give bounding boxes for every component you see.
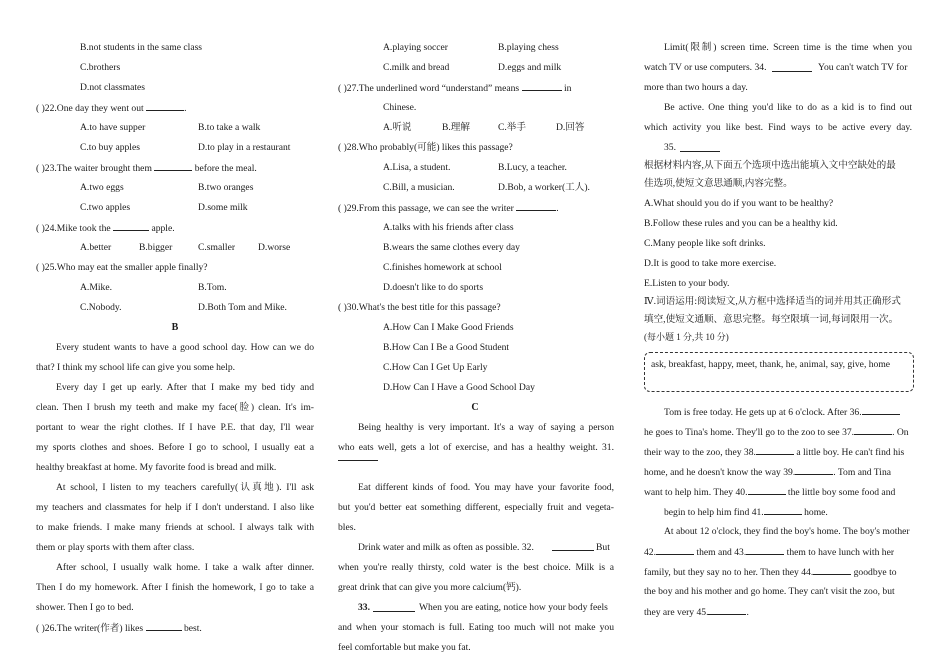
question-stem: Who may eat the smaller apple finally?: [56, 262, 208, 273]
answer-blank-33[interactable]: [373, 603, 415, 612]
passage-b-line: Then I do my homework. After I finish the homework, I go to take a: [36, 582, 314, 593]
story-text: home.: [804, 507, 828, 518]
question-stem: What's the best title for this passage?: [358, 302, 501, 313]
q26-option-b[interactable]: B.playing chess: [498, 42, 559, 53]
passage-c-line: who eats well, gets a lot of exercise, and has a healthy weight. 31.: [338, 442, 614, 453]
question-stem: Mike took the: [56, 223, 111, 234]
story-text: want to help him. They: [644, 487, 734, 498]
question-end: apple.: [151, 223, 175, 234]
answer-blank-45[interactable]: [708, 606, 746, 615]
passage-c-line: but you'd better eat something different, especially fruit and vegeta-: [338, 502, 614, 513]
q29-option-d[interactable]: D.doesn't like to do sports: [383, 282, 484, 293]
passage-b-line: my teachers and classmates for help if I don't understand. I also like: [36, 502, 314, 513]
q23-option-c[interactable]: C.two apples: [80, 202, 131, 213]
question-23: [36, 162, 257, 175]
passage-b-line: Every student wants to have a good school day. How can we do: [56, 342, 314, 353]
question-number: 28.: [346, 142, 359, 153]
story-text: goodbye to: [853, 567, 897, 578]
story-line: [664, 506, 828, 519]
passage-b-line: At school, I listen to my teachers carefully(认真地). I'll ask: [56, 482, 314, 493]
story-text: begin to help him find: [664, 507, 750, 518]
answer-blank[interactable]: [146, 622, 182, 631]
passage-c-line: 35.: [664, 142, 676, 153]
story-text: them and: [696, 547, 732, 558]
passage-b-line: to make friends. I make many friends at school. I always talk with: [36, 522, 314, 533]
story-line: [644, 426, 909, 439]
q29-option-a[interactable]: A.talks with his friends after class: [383, 222, 514, 233]
story-line: [644, 446, 904, 459]
q30-option-d[interactable]: D.How Can I Have a Good School Day: [383, 382, 535, 393]
question-number: 29.: [346, 203, 359, 214]
q23-option-b[interactable]: B.two oranges: [198, 182, 254, 193]
blank-number: 36.: [849, 407, 862, 418]
passage-c-line: Limit(限制) screen time. Screen time is the time when you: [664, 42, 912, 53]
q25-option-c[interactable]: C.Nobody.: [80, 302, 122, 313]
passage-c-line: 33.: [358, 602, 370, 613]
answer-blank-32[interactable]: [552, 542, 594, 551]
q25-option-a[interactable]: A.Mike.: [80, 282, 112, 293]
answer-blank-37[interactable]: [854, 426, 892, 435]
story-text: them to have lunch with her: [786, 547, 895, 558]
q22-option-a[interactable]: A.to have supper: [80, 122, 146, 133]
q25-option-d[interactable]: D.Both Tom and Mike.: [198, 302, 287, 313]
passage-c-line: Eat different kinds of food. You may have your favorite food,: [358, 482, 614, 493]
story-line: [664, 406, 900, 419]
question-end: in: [563, 83, 572, 94]
story-text: their way to the zoo, they: [644, 447, 742, 458]
answer-blank-44[interactable]: [813, 566, 851, 575]
story-line: the boy and his mother and go home. They can't visit the zoo, but: [644, 586, 895, 597]
question-stem: Who probably(可能) likes this passage?: [358, 142, 513, 153]
passage-b-line: them or play sports with them after class.: [36, 542, 195, 553]
q21-option-b[interactable]: B.not students in the same class: [80, 42, 203, 53]
part4-instruction: 填空,使短文通顺、意思完整。每空限填一词,每词限用一次。: [644, 314, 899, 325]
blank-number: 37.: [842, 427, 855, 438]
answer-paren-26[interactable]: ( ): [36, 623, 45, 634]
q28-option-a[interactable]: A.Lisa, a student.: [383, 162, 451, 173]
passage-b-line: After school, I usually walk home. I take a walk after dinner.: [56, 562, 314, 573]
passage-c-line: great drink that can give you more calcium(钙).: [338, 582, 522, 593]
story-line: [644, 566, 897, 579]
column-middle: [318, 0, 634, 672]
q22-option-b[interactable]: B.to take a walk: [198, 122, 261, 133]
q27-option-c[interactable]: C.举手: [498, 122, 526, 133]
passage-c-line: Drink water and milk as often as possible. 32.: [358, 542, 534, 553]
blank-number: 44.: [801, 567, 814, 578]
question-end: .: [184, 103, 187, 114]
passage-b-line: clean. Then I brush my teeth and make my face(脸) clean. It's im-: [36, 402, 314, 413]
q30-option-a[interactable]: A.How Can I Make Good Friends: [383, 322, 514, 333]
choice-b[interactable]: B.Follow these rules and you can be a healthy kid.: [644, 218, 838, 229]
question-27-cont: Chinese.: [383, 102, 417, 113]
story-line: At about 12 o'clock, they find the boy's home. The boy's mother: [664, 526, 910, 537]
passage-c-line: Being healthy is very important. It's a way of saying a person: [358, 422, 614, 433]
question-stem: The waiter brought them: [56, 163, 152, 174]
section-b-heading: B: [171, 322, 179, 333]
story-line: [644, 606, 749, 619]
choice-a[interactable]: A.What should you do if you want to be healthy?: [644, 198, 834, 209]
answer-paren-30[interactable]: ( ): [338, 302, 347, 313]
column-left: [0, 0, 318, 672]
q22-option-c[interactable]: C.to buy apples: [80, 142, 140, 153]
answer-paren-23[interactable]: ( ): [36, 163, 45, 174]
question-stem: One day they went out: [56, 103, 144, 114]
answer-blank-43[interactable]: [746, 546, 784, 555]
passage-c-line: which activity you like best. Find ways to be active every day.: [644, 122, 912, 133]
q21-option-c[interactable]: C.brothers: [80, 62, 121, 73]
choice-c[interactable]: C.Many people like soft drinks.: [644, 238, 766, 249]
q27-option-b[interactable]: B.理解: [442, 122, 470, 133]
story-text: . On: [892, 427, 909, 438]
story-text: Tom is free today. He gets up at 6 o'clock. After: [664, 407, 848, 418]
q24-option-b[interactable]: B.bigger: [139, 242, 173, 253]
section-c-heading: C: [471, 402, 479, 413]
answer-blank-41[interactable]: [764, 506, 802, 515]
answer-paren-28[interactable]: ( ): [338, 142, 347, 153]
part4-instruction: Ⅳ.词语运用:阅读短文,从方框中选择适当的词并用其正确形式: [644, 296, 901, 307]
q23-option-a[interactable]: A.two eggs: [80, 182, 124, 193]
q26-option-c[interactable]: C.milk and bread: [383, 62, 450, 73]
q27-option-a[interactable]: A.听说: [383, 122, 412, 133]
q26-option-a[interactable]: A.playing soccer: [383, 42, 449, 53]
answer-blank-34[interactable]: [772, 63, 812, 72]
q30-option-c[interactable]: C.How Can I Get Up Early: [383, 362, 488, 373]
answer-blank-38[interactable]: [756, 446, 794, 455]
story-text: family, but they say no to her. Then they: [644, 567, 799, 578]
question-stem: The underlined word “understand” means: [358, 83, 520, 94]
part4-score-note: (每小题 1 分,共 10 分): [644, 332, 729, 342]
answer-blank-42[interactable]: [656, 546, 694, 555]
q24-option-a[interactable]: A.better: [80, 242, 112, 253]
passage-b-line: my sports clothes and shoes. Before I go to school, I usually eat a: [36, 442, 314, 453]
passage-b-line: Every day I get up early. After that I make my bed tidy and: [56, 382, 314, 393]
question-25: [36, 262, 208, 274]
answer-paren-27[interactable]: ( ): [338, 83, 347, 94]
passage-c-line: more than two hours a day.: [644, 82, 748, 93]
passage-b-line: portant to wear the right clothes. If I have P.E. that day, I'll wear: [36, 422, 314, 433]
q23-option-d[interactable]: D.some milk: [198, 202, 248, 213]
passage-b-line: shower. Then I go to bed.: [36, 602, 134, 613]
passage-c-line: bles.: [338, 522, 356, 533]
answer-paren-24[interactable]: ( ): [36, 223, 45, 234]
q24-option-c[interactable]: C.smaller: [198, 242, 236, 253]
q26-option-d[interactable]: D.eggs and milk: [498, 62, 562, 73]
q28-option-d[interactable]: D.Bob, a worker(工人).: [498, 182, 590, 193]
story-text: home, and he doesn't know the way: [644, 467, 781, 478]
instruction-cn: 根据材料内容,从下面五个选项中选出能填入文中空缺处的最: [644, 160, 896, 171]
answer-blank[interactable]: [522, 82, 562, 91]
story-text: .: [746, 607, 749, 618]
story-line: [644, 466, 891, 479]
question-end: .: [556, 203, 559, 214]
question-number: 27.: [346, 83, 359, 94]
passage-c-line: But: [596, 542, 610, 553]
blank-number: 41.: [751, 507, 764, 518]
answer-blank[interactable]: [113, 222, 149, 231]
blank-number: 42.: [644, 547, 656, 558]
q27-option-d[interactable]: D.回答: [556, 122, 585, 133]
question-end: before the meal.: [194, 163, 257, 174]
q29-option-b[interactable]: B.wears the same clothes every day: [383, 242, 520, 253]
passage-c-line: When you are eating, notice how your body feels: [419, 602, 608, 613]
column-right: [634, 0, 950, 672]
blank-number: 45.: [696, 607, 709, 618]
passage-c-line: watch TV or use computers. 34.: [644, 62, 767, 73]
question-stem: From this passage, we can see the writer: [358, 203, 514, 214]
question-number: 25.: [44, 262, 57, 273]
question-24: [36, 222, 175, 235]
q21-option-d[interactable]: D.not classmates: [80, 82, 146, 93]
q28-option-b[interactable]: B.Lucy, a teacher.: [498, 162, 567, 173]
question-end: best.: [183, 623, 202, 634]
story-text: a little boy. He can't find his: [796, 447, 905, 458]
question-28: [338, 142, 513, 154]
question-number: 23.: [44, 163, 57, 174]
blank-number: 40.: [735, 487, 748, 498]
question-27: [338, 82, 571, 95]
word-bank-box: ask, breakfast, happy, meet, thank, he, animal, say, give, home: [644, 352, 914, 392]
question-number: 22.: [44, 103, 57, 114]
question-22: [36, 102, 186, 115]
question-number: 30.: [346, 302, 359, 313]
passage-b-line: healthy breakfast at home. My favorite food is bread and milk.: [36, 462, 277, 473]
story-text: . Tom and Tina: [833, 467, 892, 478]
q22-option-d[interactable]: D.to play in a restaurant: [198, 142, 291, 153]
q29-option-c[interactable]: C.finishes homework at school: [383, 262, 502, 273]
story-text: he goes to Tina's home. They'll go to the zoo to see: [644, 427, 840, 438]
q25-option-b[interactable]: B.Tom.: [198, 282, 227, 293]
q28-option-c[interactable]: C.Bill, a musician.: [383, 182, 455, 193]
question-stem: The writer(作者) likes: [56, 623, 144, 634]
passage-c-line: Be active. One thing you'd like to do as a kid is to find out: [664, 102, 912, 113]
answer-blank[interactable]: [154, 162, 192, 171]
answer-blank-39[interactable]: [795, 466, 833, 475]
passage-c-line: You can't watch TV for: [818, 62, 908, 73]
story-line: [644, 546, 894, 559]
answer-blank[interactable]: [516, 202, 556, 211]
q24-option-d[interactable]: D.worse: [258, 242, 291, 253]
answer-paren-25[interactable]: ( ): [36, 262, 45, 273]
choice-d[interactable]: D.It is good to take more exercise.: [644, 258, 777, 269]
blank-number: 43.: [734, 547, 747, 558]
question-30: [338, 302, 501, 314]
answer-blank-31[interactable]: [338, 452, 378, 461]
answer-blank[interactable]: [146, 102, 184, 111]
answer-blank-35[interactable]: [680, 143, 720, 152]
answer-paren-29[interactable]: ( ): [338, 203, 347, 214]
q30-option-b[interactable]: B.How Can I Be a Good Student: [383, 342, 510, 353]
passage-c-line: feel comfortable but make you fat.: [338, 642, 471, 653]
story-text: they are very: [644, 607, 695, 618]
answer-blank-36[interactable]: [862, 406, 900, 415]
blank-number: 38.: [743, 447, 756, 458]
blank-number: 39.: [783, 467, 796, 478]
passage-b-line: that? I think my school life can give you some help.: [36, 362, 236, 373]
question-number: 24.: [44, 223, 57, 234]
question-number: 26.: [44, 623, 57, 634]
answer-paren-22[interactable]: ( ): [36, 103, 45, 114]
question-29: [338, 202, 559, 215]
story-text: the little boy some food and: [787, 487, 896, 498]
answer-blank-40[interactable]: [748, 486, 786, 495]
passage-c-line: and when your stomach is full. Eating too much will not make you: [338, 622, 614, 633]
instruction-cn: 佳选项,使短文意思通顺,内容完整。: [644, 178, 793, 189]
story-line: [644, 486, 895, 499]
passage-c-line: when you're really thirsty, cold water is the best choice. Milk is a: [338, 562, 614, 573]
question-26: [36, 622, 202, 635]
choice-e[interactable]: E.Listen to your body.: [644, 278, 730, 289]
